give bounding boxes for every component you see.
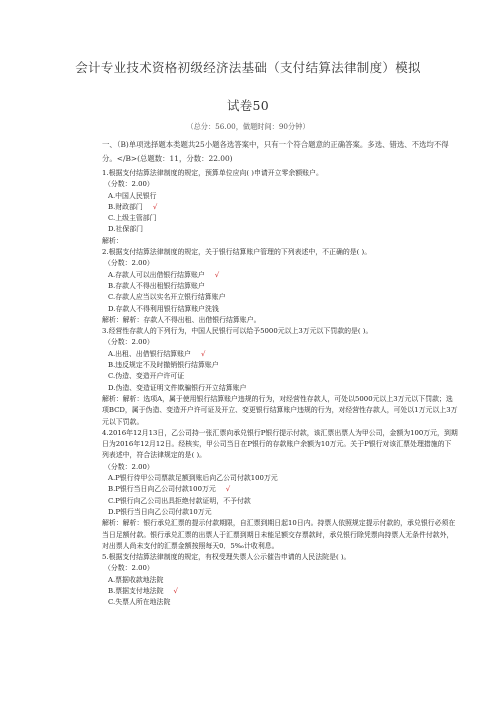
question-3 [102,326,458,428]
option-a: A.P银行待甲公司票款足额到账后向乙公司付款100万元 [108,474,278,483]
option-text: B.票据支付地法院 [108,586,164,595]
question-score: （分数：2.00） [104,564,154,573]
question-4 [102,428,458,552]
doc-content [102,138,458,609]
option-text: B.P银行当日向乙公司付款100万元 [108,485,216,494]
option-d: D.存款人不得利用银行结算账户洗钱 [108,304,219,313]
check-mark-icon: √ [225,485,231,494]
question-score: （分数：2.00） [104,180,154,189]
question-explanation: 解析：解析：选项A，属于使用银行结算账户违规的行为，对经营性存款人，可处以5000元以上3万元以下罚款；选项BCD，属于伪造、变造开户许可证及开立、变更银行结算账户违规的行为，对经营性存款人，可处以1万元以上3万元以下罚款。 [102,394,458,426]
option-c: C.失票人所在地法院 [108,598,171,607]
option-b [102,202,458,213]
doc-title-line2: 试卷50 [226,98,270,113]
check-mark-icon: √ [200,349,206,358]
option-b [102,484,458,495]
option-text: A.存款人可以出借银行结算账户 [108,270,205,279]
question-stem: 1.根据支付结算法律制度的规定，预算单位应向( )申请开立零余额账户。 [102,169,323,177]
option-c: C.P银行向乙公司出具拒绝付款证明，不予付款 [108,496,251,505]
question-explanation: 解析：解析：银行承兑汇票的提示付款期限，自汇票到期日起10日内。持票人依照规定提示付款的，承兑银行必须在当日足额付款。银行承兑汇票的出票人于汇票到期日未能足额交存票款时，承兑银行除凭票向持票人无条件付款外，对出票人尚未支付的汇票金额按照每天0．5‰计收利息。 [102,519,456,550]
question-explanation: 解析：解析：存款人不得出租、出借银行结算账户。 [102,315,261,324]
option-text: A.出租、出借银行结算账户 [108,349,191,358]
option-text: B.财政部门 [108,202,143,211]
option-c: C.伪造、变造开户许可证 [108,372,185,381]
option-b: B.违反规定不及时撤销银行结算账户 [108,361,219,370]
question-stem: 5.根据支付结算法律制度的规定，有权受理失票人公示催告申请的人民法院是( )。 [102,553,351,562]
question-stem: 3.经营性存款人的下列行为，中国人民银行可以给予5000元以上3万元以下罚款的是( )。 [102,327,373,336]
option-a: A.票据收款地法院 [108,575,164,584]
option-b [102,586,458,597]
doc-meta: （总分：56.00，做题时间：90分钟） [186,122,310,131]
doc-title-line1: 会计专业技术资格初级经济法基础（支付结算法律制度）模拟 [75,60,421,75]
question-score: （分数：2.00） [104,462,154,471]
section-heading: 一、（B)单项选择题本类题共25小题各选答案中，只有一个符合题意的正确答案。多选、错选、不选均不得分。</B>(总题数：11，分数：22.00) [102,140,449,163]
option-d: D.P银行当日向乙公司付款10万元 [108,507,212,516]
check-mark-icon: √ [173,586,178,595]
question-2 [102,247,458,326]
check-mark-icon: √ [214,270,220,279]
option-b: B.存款人不得出租银行结算账户 [108,281,205,290]
option-a: A.中国人民银行 [108,191,157,200]
question-5 [102,552,458,608]
question-stem: 4.2016年12月13日，乙公司持一张汇票向承兑银行P银行提示付款，该汇票出票人为甲公司，金额为100万元，到期日为2016年12月12日。经核实，甲公司当日在P银行的存款账户余额为10万元。关于P银行对该汇票处理措施的下列表述中，符合法律规定的是( )。 [102,428,458,460]
question-score: （分数：2.00） [104,259,154,268]
question-explanation: 解析： [102,236,123,245]
option-c: C.存款人应当以实名开立银行结算账户 [108,293,226,302]
question-score: （分数：2.00） [104,338,154,347]
option-a [102,349,458,360]
question-1 [102,168,458,247]
option-d: D.社保部门 [108,225,144,234]
option-a [102,270,458,281]
question-stem: 2.根据支付结算法律制度的规定，关于银行结算账户管理的下列表述中，不正确的是( )。 [102,248,372,257]
check-mark-icon: √ [152,202,158,211]
option-c: C.上级主管部门 [108,214,157,223]
option-d: D.伪造、变造证明文件欺骗银行开立结算账户 [108,383,247,392]
